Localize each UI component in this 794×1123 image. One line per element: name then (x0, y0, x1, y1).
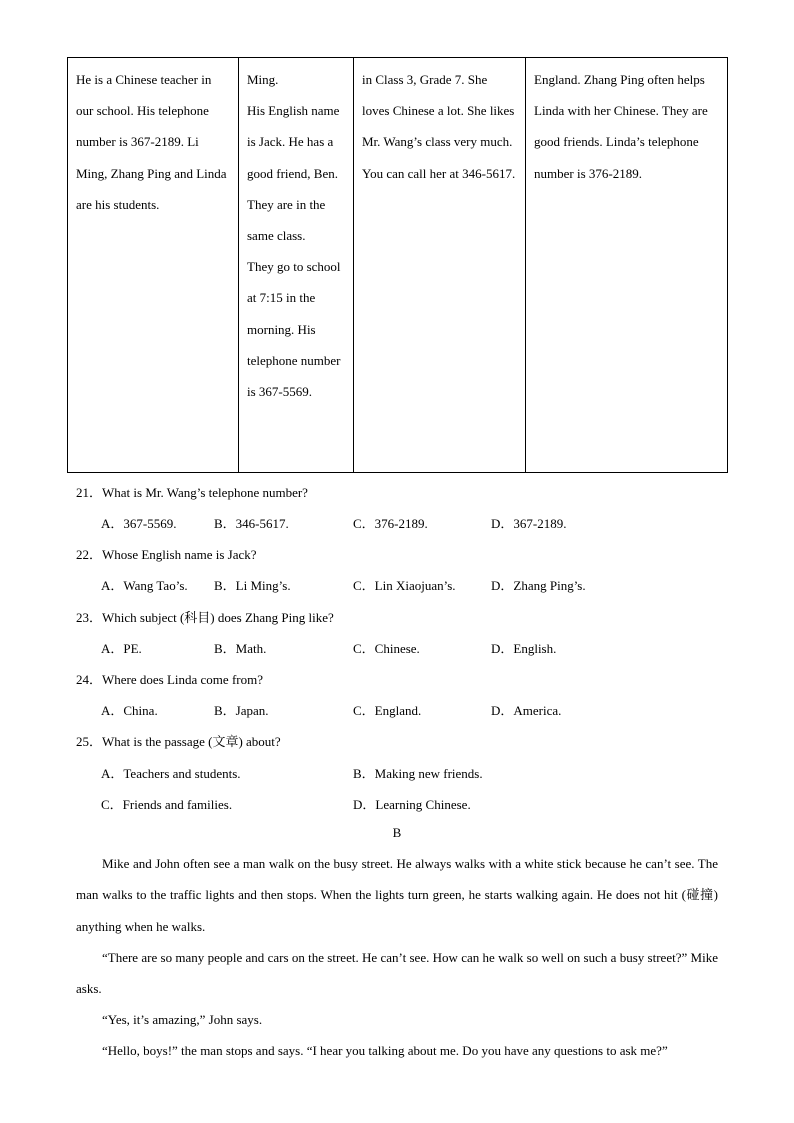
table-row (68, 58, 728, 473)
option-21-c[interactable]: C．376-2189. (353, 516, 428, 531)
option-23-c[interactable]: C．Chinese. (353, 641, 420, 656)
cell-text: He is a Chinese teacher in our school. His telephone number is 367-2189. Li Ming, Zhang Ping and Linda are his students. (76, 72, 227, 212)
option-23-b[interactable]: B．Math. (214, 641, 267, 656)
option-25-a[interactable]: A．Teachers and students. (101, 766, 241, 781)
option-24-c[interactable]: C．England. (353, 703, 422, 718)
table-cell-zhang-ping (354, 58, 526, 473)
option-22-c[interactable]: C．Lin Xiaojuan’s. (353, 578, 456, 593)
question-24: 24．Where does Linda come from? (76, 672, 263, 687)
option-21-b[interactable]: B．346-5617. (214, 516, 289, 531)
cell-text: His English name is Jack. He has a good friend, Ben. They are in the same class. (247, 103, 340, 244)
option-22-b[interactable]: B．Li Ming’s. (214, 578, 291, 593)
option-24-d[interactable]: D．America. (491, 703, 562, 718)
table-cell-linda (526, 58, 728, 473)
table-cell-li-ming (239, 58, 354, 473)
cell-text: in Class 3, Grade 7. She loves Chinese a lot. She likes Mr. Wang’s class very much. You can call her at 346-5617. (362, 72, 516, 181)
option-25-b[interactable]: B．Making new friends. (353, 766, 483, 781)
option-21-d[interactable]: D．367-2189. (491, 516, 567, 531)
table-cell-wang (68, 58, 239, 473)
cell-text: England. Zhang Ping often helps Linda with her Chinese. They are good friends. Linda’s telephone number is 376-2189. (534, 72, 708, 181)
info-table (67, 57, 728, 473)
cell-text: They go to school at 7:15 in the morning. His telephone number is 367-5569. (247, 259, 341, 400)
passage-paragraph: “There are so many people and cars on the street. He can’t see. How can he walk so well on such a busy street?” Mike asks. (76, 950, 718, 997)
question-21: 21．What is Mr. Wang’s telephone number? (76, 485, 308, 500)
option-25-d[interactable]: D．Learning Chinese. (353, 797, 471, 812)
option-24-b[interactable]: B．Japan. (214, 703, 269, 718)
cell-text: Ming. (247, 72, 279, 87)
option-23-d[interactable]: D．English. (491, 641, 557, 656)
option-24-a[interactable]: A．China. (101, 703, 158, 718)
question-23: 23．Which subject (科目) does Zhang Ping like? (76, 610, 334, 625)
option-22-d[interactable]: D．Zhang Ping’s. (491, 578, 586, 593)
passage-paragraph: “Hello, boys!” the man stops and says. “I hear you talking about me. Do you have any questions to ask me?” (102, 1043, 668, 1058)
section-heading: B (392, 825, 402, 840)
option-22-a[interactable]: A．Wang Tao’s. (101, 578, 188, 593)
question-22: 22．Whose English name is Jack? (76, 547, 257, 562)
option-21-a[interactable]: A．367-5569. (101, 516, 177, 531)
option-23-a[interactable]: A．PE. (101, 641, 142, 656)
question-25: 25．What is the passage (文章) about? (76, 734, 281, 749)
passage-paragraph: Mike and John often see a man walk on the busy street. He always walks with a white stick because he can’t see. The man walks to the traffic lights and then stops. When the lights turn green, he starts walking again. He does not hit (碰撞) anything when he walks. (76, 856, 718, 934)
passage-paragraph: “Yes, it’s amazing,” John says. (102, 1012, 263, 1027)
option-25-c[interactable]: C．Friends and families. (101, 797, 233, 812)
